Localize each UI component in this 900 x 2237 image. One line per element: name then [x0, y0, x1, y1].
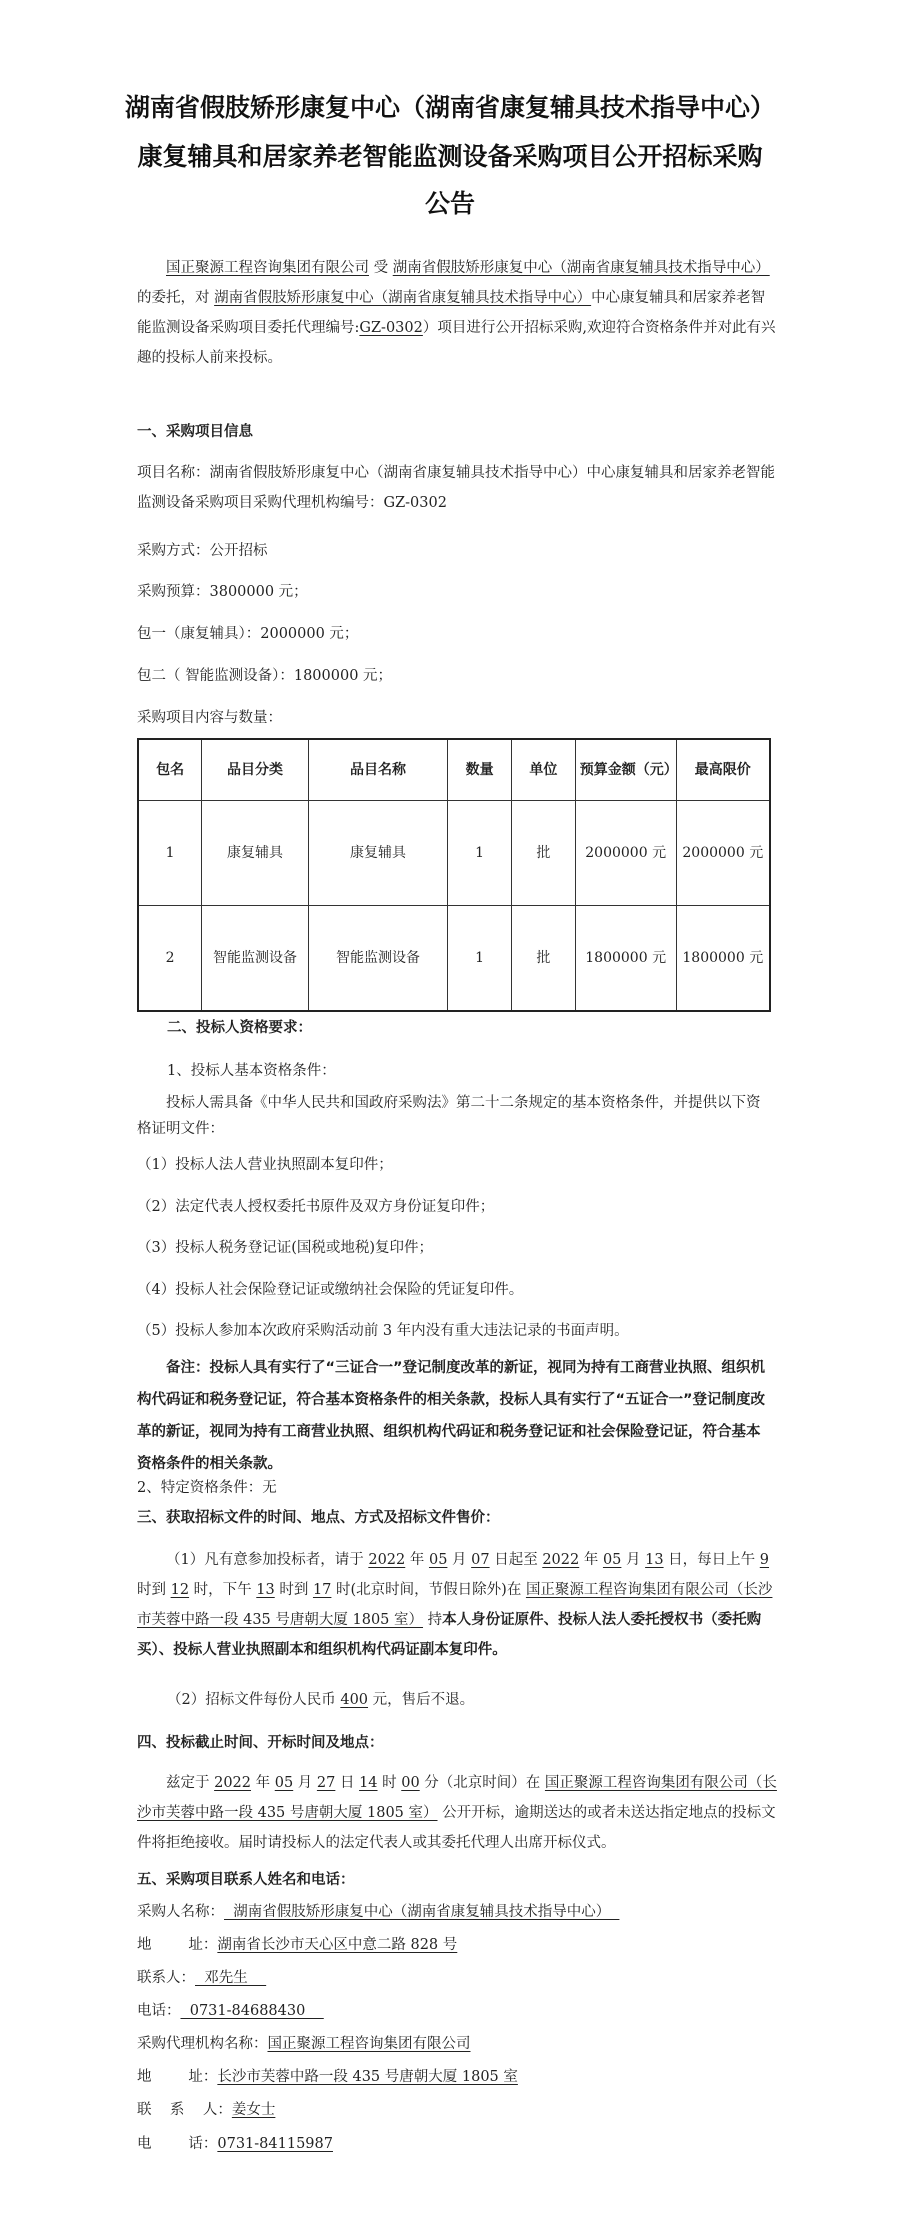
document-price: （2）招标文件每份人民币 400 元，售后不退。 — [167, 1692, 475, 1708]
procurement-method: 采购方式：公开招标 — [137, 543, 268, 559]
table-header: 数量 — [448, 739, 512, 801]
project-name: 项目名称：湖南省假肢矫形康复中心（湖南省康复辅具技术指导中心）中心康复辅具和居家养老智能监测设备采购项目采购代理机构编号：GZ-0302 — [137, 465, 775, 511]
qualification-note: 备注：投标人具有实行了“三证合一”登记制度改革的新证，视同为持有工商营业执照、组织机构代码证和税务登记证，符合基本资格条件的相关条款，投标人具有实行了“五证合一”登记制度改革的新证，视同为持有工商营业执照、组织机构代码证和税务登记证和社会保险登记证，符合基本资格条件的相关条款。 — [137, 1360, 766, 1472]
package-2-budget: 包二（ 智能监测设备）：1800000 元； — [137, 668, 393, 684]
qualification-item-4: （4）投标人社会保险登记证或缴纳社会保险的凭证复印件。 — [137, 1282, 524, 1298]
table-cell: 智能监测设备 — [202, 906, 309, 1012]
table-cell: 1 — [138, 801, 202, 906]
section-3-heading: 三、获取招标文件的时间、地点、方式及招标文件售价： — [137, 1510, 500, 1526]
agency-contact-person: 联 系 人：姜女士 — [137, 2102, 276, 2118]
purchaser-contact-person: 联系人： 邓先生 — [137, 1970, 267, 1986]
obtain-documents-paragraph: （1）凡有意参加投标者，请于 2022 年 05 月 07 日起至 2022 年 05 月 13 日，每日上午 9 时到 12 时，下午 13 时到 17 时(北京时间，节假日除外)在 国正聚源工程咨询集团有限公司（长沙市芙蓉中路一段 435 号唐朝大厦 1805 室） 持本人身份证原件、投标人法人委托授权书（委托购买）、投标人营业执照副本和组织机构代码证副本复印件。 — [137, 1552, 773, 1658]
table-cell: 批 — [511, 801, 575, 906]
title-line-2: 康复辅具和居家养老智能监测设备采购项目公开招标采购 — [137, 142, 763, 171]
purchaser-name: 湖南省假肢矫形康复中心（湖南省康复辅具技术指导中心） — [392, 260, 770, 276]
special-qualification: 2、特定资格条件：无 — [137, 1480, 277, 1496]
agency-phone: 电 话：0731-84115987 — [137, 2136, 333, 2152]
purchaser-name-2: 湖南省假肢矫形康复中心（湖南省康复辅具技术指导中心） — [214, 290, 592, 306]
purchaser-contact: 采购人名称： 湖南省假肢矫形康复中心（湖南省康复辅具技术指导中心） — [137, 1904, 620, 1920]
table-cell: 1800000 元 — [676, 906, 770, 1012]
agency-code: GZ-0302 — [359, 320, 423, 336]
table-header: 单位 — [511, 739, 575, 801]
table-row — [138, 906, 770, 1012]
table-header: 品目名称 — [308, 739, 447, 801]
table-header-row — [138, 739, 770, 801]
procurement-table — [137, 738, 771, 1012]
purchaser-address: 地 址：湖南省长沙市天心区中意二路 828 号 — [137, 1937, 458, 1953]
table-cell: 2000000 元 — [575, 801, 676, 906]
qualification-item-3: （3）投标人税务登记证(国税或地税)复印件； — [137, 1240, 434, 1256]
table-cell: 1 — [448, 801, 512, 906]
section-1-heading: 一、采购项目信息 — [137, 424, 253, 440]
basic-qualification-heading: 1、投标人基本资格条件： — [167, 1063, 336, 1079]
section-2-heading: 二、投标人资格要求： — [167, 1020, 312, 1036]
title-line-3: 公告 — [424, 189, 475, 218]
section-5-heading: 五、采购项目联系人姓名和电话： — [137, 1872, 355, 1888]
table-row — [138, 801, 770, 906]
procurement-budget: 采购预算：3800000 元； — [137, 584, 308, 600]
table-header: 包名 — [138, 739, 202, 801]
table-cell: 批 — [511, 906, 575, 1012]
table-cell: 2000000 元 — [676, 801, 770, 906]
qualification-item-5: （5）投标人参加本次政府采购活动前 3 年内没有重大违法记录的书面声明。 — [137, 1323, 629, 1339]
package-1-budget: 包一（康复辅具）：2000000 元； — [137, 626, 359, 642]
table-cell: 康复辅具 — [308, 801, 447, 906]
content-label: 采购项目内容与数量： — [137, 710, 282, 726]
qualification-item-1: （1）投标人法人营业执照副本复印件； — [137, 1157, 393, 1173]
qualification-intro: 投标人需具备《中华人民共和国政府采购法》第二十二条规定的基本资格条件，并提供以下资格证明文件： — [137, 1095, 761, 1137]
table-cell: 康复辅具 — [202, 801, 309, 906]
table-header: 品目分类 — [202, 739, 309, 801]
purchaser-phone: 电话： 0731-84688430 — [137, 2003, 324, 2019]
table-cell: 智能监测设备 — [308, 906, 447, 1012]
table-header: 预算金额（元） — [575, 739, 676, 801]
qualification-item-2: （2）法定代表人授权委托书原件及双方身份证复印件； — [137, 1199, 495, 1215]
table-cell: 2 — [138, 906, 202, 1012]
title-line-1: 湖南省假肢矫形康复中心（湖南省康复辅具技术指导中心） — [124, 93, 775, 122]
agency-name: 国正聚源工程咨询集团有限公司 — [166, 260, 369, 276]
document-location: 国正聚源工程咨询集团有限公司（长沙市芙蓉中路一段 435 号唐朝大厦 1805 室） — [137, 1582, 773, 1628]
intro-paragraph: 国正聚源工程咨询集团有限公司 受 湖南省假肢矫形康复中心（湖南省康复辅具技术指导中心）的委托，对 湖南省假肢矫形康复中心（湖南省康复辅具技术指导中心）中心康复辅具和居家养老智能监测设备采购项目委托代理编号:GZ-0302）项目进行公开招标采购,欢迎符合资格条件并对此有兴趣的投标人前来投标。 — [137, 260, 776, 366]
bid-location: 国正聚源工程咨询集团有限公司（长沙市芙蓉中路一段 435 号唐朝大厦 1805 室） — [137, 1775, 777, 1821]
section-4-heading: 四、投标截止时间、开标时间及地点： — [137, 1735, 384, 1751]
table-header: 最高限价 — [676, 739, 770, 801]
agency-contact: 采购代理机构名称：国正聚源工程咨询集团有限公司 — [137, 2036, 471, 2052]
table-cell: 1800000 元 — [575, 906, 676, 1012]
bid-deadline-paragraph: 兹定于 2022 年 05 月 27 日 14 时 00 分（北京时间）在 国正聚源工程咨询集团有限公司（长沙市芙蓉中路一段 435 号唐朝大厦 1805 室） 公开开标，逾期送达的或者未送达指定地点的投标文件将拒绝接收。届时请投标人的法定代表人或其委托代理人出席开标仪式。 — [137, 1775, 777, 1851]
table-cell: 1 — [448, 906, 512, 1012]
agency-address: 地 址：长沙市芙蓉中路一段 435 号唐朝大厦 1805 室 — [137, 2069, 518, 2085]
